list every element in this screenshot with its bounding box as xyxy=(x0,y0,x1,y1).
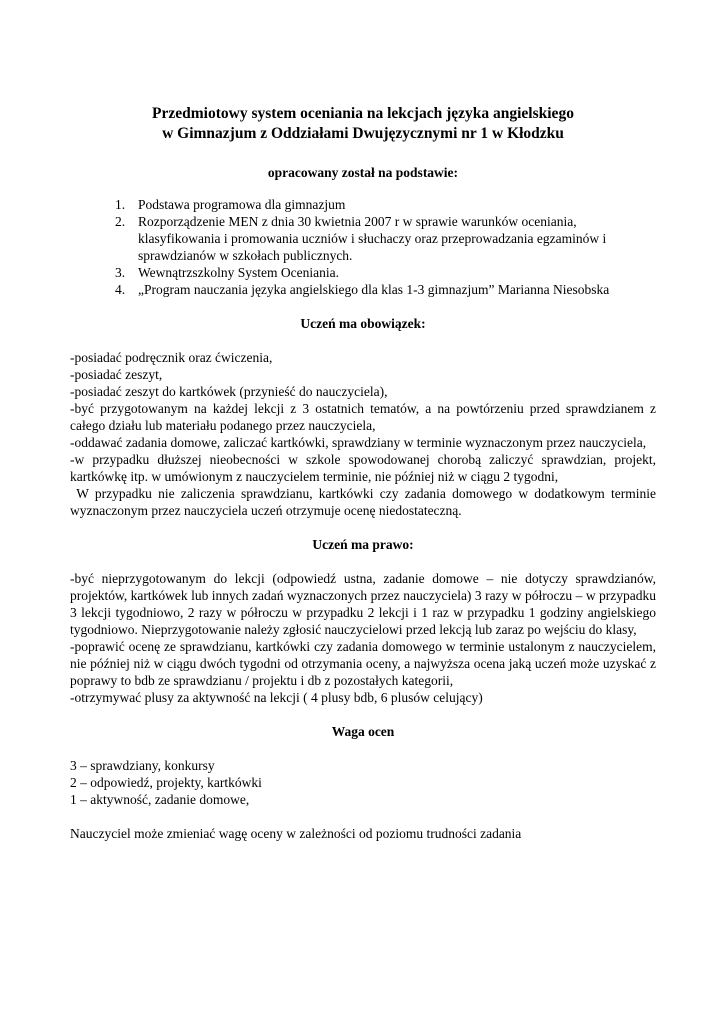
obligation-item: -oddawać zadania domowe, zaliczać kartkówki, sprawdziany w terminie wyznaczonym przez nauczyciela, xyxy=(70,435,647,450)
source-item: 2. Rozporządzenie MEN z dnia 30 kwietnia 2007 r w sprawie warunków oceniania, klasyfikowania i promowania uczniów i słuchaczy oraz przeprowadzania egzaminów i sprawdzianów w szkołach publicznych. xyxy=(115,214,607,263)
source-item: 1. Podstawa programowa dla gimnazjum xyxy=(115,197,346,212)
weight-item: 1 – aktywność, zadanie domowe, xyxy=(70,792,250,807)
obligations-section xyxy=(70,349,663,519)
closing-note: Nauczyciel może zmieniać wagę oceny w zależności od poziomu trudności zadania xyxy=(70,826,522,841)
obligation-item: W przypadku nie zaliczenia sprawdzianu, kartkówki czy zadania domowego w dodatkowym terminie wyznaczonym przez nauczyciela uczeń otrzymuje ocenę niedostateczną. xyxy=(70,486,663,518)
document-title-line-2: w Gimnazjum z Oddziałami Dwujęzycznymi nr 1 w Kłodzku xyxy=(162,125,564,142)
right-item: -być nieprzygotowanym do lekcji (odpowiedź ustna, zadanie domowe – nie dotyczy sprawdzianów, projektów, kartkówek lub innych zadań wyznaczonych przez nauczyciela) 3 razy w półroczu – w przypadku 3 lekcji tygodniowo, 2 razy w półroczu w przypadku 2 lekcji i 1 raz w przypadku 1 godziny angielskiego tygodniowo. Nieprzygotowanie należy zgłosić nauczycielowi przed lekcją lub zaraz po wejściu do klasy, xyxy=(70,571,656,637)
obligations-heading: Uczeń ma obowiązek: xyxy=(300,316,426,331)
document-title-line-1: Przedmiotowy system oceniania na lekcjach języka angielskiego xyxy=(152,105,574,122)
obligation-item: -w przypadku dłuższej nieobecności w szkole spowodowanej chorobą zaliczyć sprawdzian, projekt, kartkówkę itp. w umówionym z nauczycielem terminie, nie później niż w ciągu 2 tygodni, xyxy=(70,452,656,484)
obligation-item: -posiadać podręcznik oraz ćwiczenia, xyxy=(70,350,273,365)
obligation-item: -posiadać zeszyt, xyxy=(70,367,163,382)
source-item: 3. Wewnątrzszkolny System Oceniania. xyxy=(115,265,339,280)
weight-item: 3 – sprawdziany, konkursy xyxy=(70,758,215,773)
rights-section xyxy=(70,570,656,706)
rights-heading: Uczeń ma prawo: xyxy=(312,537,414,552)
obligation-item: -posiadać zeszyt do kartkówek (przynieść do nauczyciela), xyxy=(70,384,388,399)
source-item: 4. „Program nauczania języka angielskiego dla klas 1-3 gimnazjum” Marianna Niesobska xyxy=(115,282,610,297)
right-item: -otrzymywać plusy za aktywność na lekcji ( 4 plusy bdb, 6 plusów celujący) xyxy=(70,690,483,705)
weight-item: 2 – odpowiedź, projekty, kartkówki xyxy=(70,775,262,790)
right-item: -poprawić ocenę ze sprawdzianu, kartkówki czy zadania domowego w terminie ustalonym z nauczycielem, nie później niż w ciągu dwóch tygodni od otrzymania oceny, a najwyższa ocena jaką uczeń może uzyskać z poprawy to bdb ze sprawdzianu / projektu i db z pozostałych kategorii, xyxy=(70,639,656,688)
document-subtitle: opracowany został na podstawie: xyxy=(267,165,459,180)
obligation-item: -być przygotowanym na każdej lekcji z 3 ostatnich tematów, a na powtórzeniu przed sprawdzianem z całego działu lub materiału podanego przez nauczyciela, xyxy=(70,401,656,433)
sources-list xyxy=(70,196,656,298)
weights-section xyxy=(70,757,656,808)
weights-heading: Waga ocen xyxy=(331,724,395,739)
